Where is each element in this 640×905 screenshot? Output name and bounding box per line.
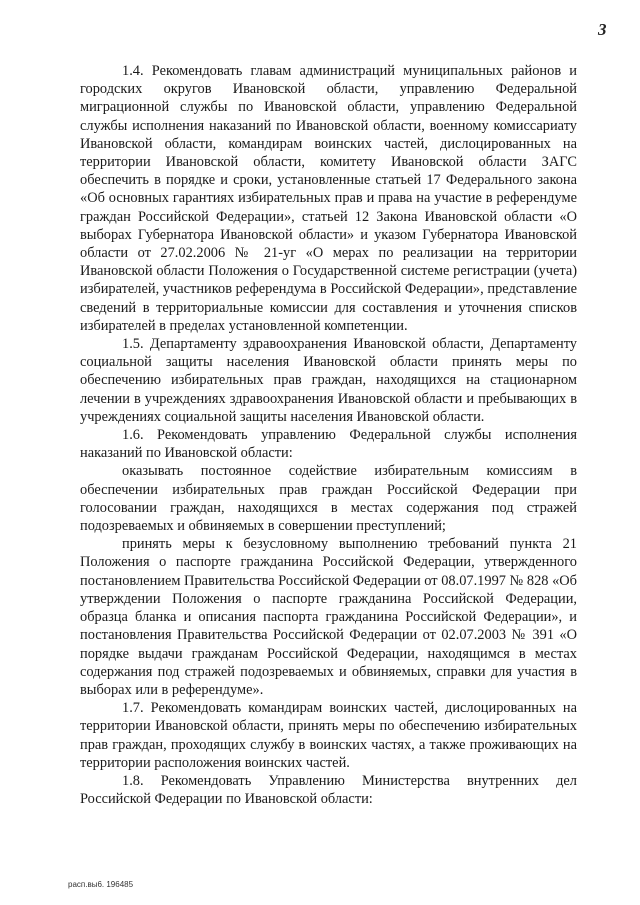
paragraph-1-5: 1.5. Департаменту здравоохранения Ивановской области, Департаменту социальной защиты населения Ивановской области принять меры по обеспечению избирательных прав граждан, находящихся на стационарном лечении в учреждениях здравоохранения Ивановской области и пребывающих в учреждениях социальной защиты населения Ивановской области.	[80, 336, 577, 425]
paragraph-1-4: 1.4. Рекомендовать главам администраций муниципальных районов и городских округов Ивановской области, управлению Федеральной миграционной службы по Ивановской области, управлению Федеральной службы исполнения наказаний по Ивановской области, военному комиссариату Ивановской области, командирам воинских частей, дислоцированных на территории Ивановской области, комитету Ивановской области ЗАГС обеспечить в порядке и сроки, установленные статьей 17 Федерального закона «Об основных гарантиях избирательных прав и права на участие в референдуме граждан Российской Федерации», статьей 12 Закона Ивановской области «О выборах Губернатора Ивановской области» и указом Губернатора Ивановской области от 27.02.2006 № 21-уг «О мерах по реализации на территории Ивановской области Положения о Государственной системе регистрации (учета) избирателей, участников референдума в Российской Федерации», представление сведений в территориальные комиссии для составления и уточнения списков избирателей в пределах установленной компетенции.	[80, 63, 577, 334]
paragraph-1-8: 1.8. Рекомендовать Управлению Министерства внутренних дел Российской Федерации по Ивановской области:	[80, 772, 577, 808]
paragraph-1-6: 1.6. Рекомендовать управлению Федеральной службы исполнения наказаний по Ивановской области:	[80, 427, 577, 462]
paragraph-1-6-item-1: оказывать постоянное содействие избирательным комиссиям в обеспечении избирательных прав граждан Российской Федерации при голосовании граждан, находящихся в местах содержания под стражей подозреваемых и обвиняемых в совершении преступлений;	[80, 463, 577, 535]
paragraph-1-6-item-2: принять меры к безусловному выполнению требований пункта 21 Положения о паспорте гражданина Российской Федерации, утвержденного постановлением Правительства Российской Федерации от 08.07.1997 № 828 «Об утверждении Положения о паспорте гражданина Российской Федерации, образца бланка и описания паспорта гражданина Российской Федерации», и постановления Правительства Российской Федерации от 02.07.2003 № 391 «О порядке выдачи гражданам Российской Федерации, находящимся в местах содержания под стражей подозреваемых и обвиняемых, справки для участия в выборах или в референдуме».	[80, 536, 577, 698]
footer-reference: расп.вы6. 196485	[68, 880, 134, 889]
page-number: 3	[598, 20, 607, 39]
document-body	[80, 62, 577, 808]
paragraph-1-7: 1.7. Рекомендовать командирам воинских частей, дислоцированных на территории Ивановской области, принять меры по обеспечению избирательных прав граждан, проходящих службу в воинских частях, а также проживающих на территории расположения воинских частей.	[80, 700, 577, 771]
